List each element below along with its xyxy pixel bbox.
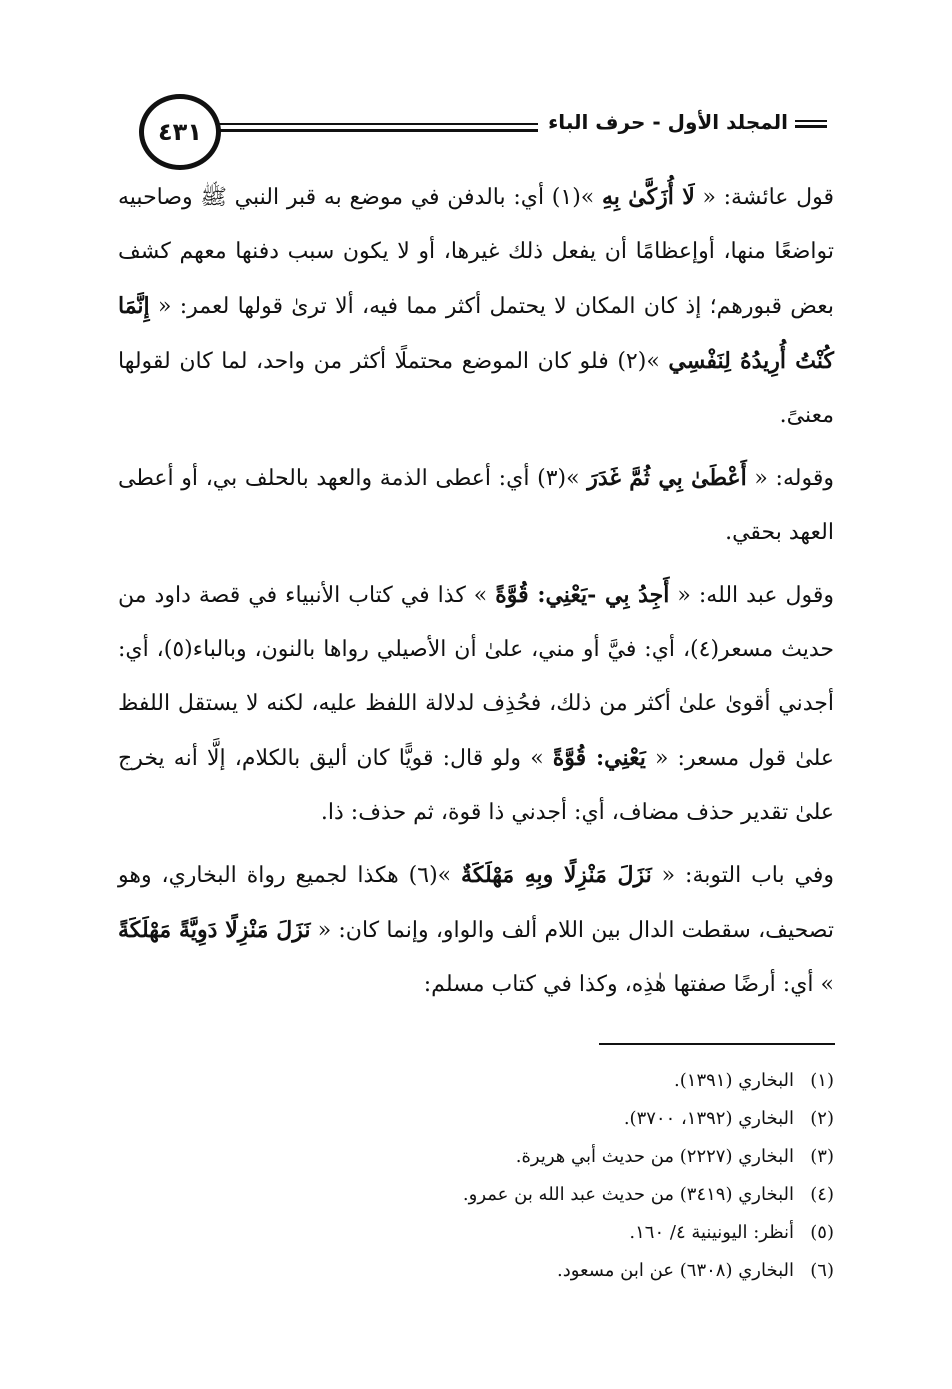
footnote-text: أنظر: اليونينية ٤/ ١٦٠. [629,1222,794,1243]
hadith-quote: إِنَّمَا كُنْتُ أُرِيدُهُ لِنَفْسِي [118,293,835,374]
paragraph [118,848,834,1012]
footnote-text: البخاري (٢٢٢٧) من حديث أبي هريرة. [515,1146,794,1167]
footnote-number: (٥) [810,1222,834,1243]
page-number: ٤٣١ [158,118,202,146]
page-header [105,96,835,160]
footnote-number: (٣) [810,1146,834,1167]
paragraph-text: وقول عبد الله: « [669,583,834,608]
hadith-quote: نَزَلَ مَنْزِلًا دَوِيَّةً مَهْلَكَةً [118,917,311,943]
footnote-text: البخاري (١٣٩٢، ٣٧٠٠). [623,1108,794,1129]
paragraph-text: »(٣) أي: أعطى الذمة والعهد بالحلف بي، أو أعطى العهد بحقي. [118,466,834,545]
paragraph [118,451,834,560]
footnote-number: (٤) [810,1184,834,1205]
footnote-text: البخاري (٣٤١٩) من حديث عبد الله بن عمرو. [462,1184,794,1205]
paragraph-text: وفي باب التوبة: « [651,863,834,888]
footnote [300,1252,834,1290]
paragraph-text: »(٢) فلو كان الموضع محتملًا أكثر من واحد، لما كان لقولها معنىً. [118,349,834,428]
hadith-quote: أَعْطَىٰ بِي ثُمَّ غَدَرَ [587,465,747,491]
footnote-number: (٢) [810,1108,834,1129]
running-title-text: المجلد الأول - حرف الباء [548,110,789,134]
footnote [300,1214,834,1252]
hadith-quote: يَعْنِي: قُوَّةً [552,745,646,771]
running-title [538,110,835,134]
hadith-quote: أَجِدُ بِي -يَعْنِي: قُوَّةً [495,582,670,608]
page-number-badge [139,94,221,170]
paragraph-text: قول عائشة: « [694,185,834,210]
paragraph-text: » كذا في كتاب الأنبياء في قصة داود من حديث مسعر(٤)، أي: فيَّ أو مني، علىٰ أن الأصيلي رواها بالنون، وبالباء(٥)، أي: أجدني أقوىٰ علىٰ أكثر من ذلك، فحُذِف لدلالة اللفظ عليه، لكنه لا يستقل اللفظ علىٰ قول مسعر: « [118,583,834,771]
hadith-quote: لَا أُزَكَّىٰ بِهِ [601,184,695,210]
footnote [300,1138,834,1176]
paragraph [118,170,834,443]
footnote [300,1062,834,1100]
footnotes [300,1062,834,1290]
paragraph-text: » ولو قال: قويًّا كان أليق بالكلام، إلَّا أنه يخرج علىٰ تقدير حذف مضاف، أي: أجدني ذا قوة، ثم حذف: ذا. [118,746,834,825]
footnote [300,1100,834,1138]
main-text [118,170,834,1020]
paragraph-text: »(١) أي: بالدفن في موضع به قبر النبي ﷺ وصاحبيه تواضعًا منها، أوإعظامًا أن يفعل ذلك غيرها، أو لا يكون سبب دفنها معهم كشف بعض قبورهم؛ إذ كان المكان لا يحتمل أكثر مما فيه، ألا ترىٰ قولها لعمر: « [118,185,834,319]
paragraph-text: وقوله: « [746,466,834,491]
paragraph-text: »(٦) هكذا لجميع رواة البخاري، وهو تصحيف، سقطت الدال بين اللام ألف والواو، وإنما كان: « [118,863,834,943]
footnote [300,1176,834,1214]
paragraph-text: » أي: أرضًا صفتها هٰذِه، وكذا في كتاب مسلم: [423,972,834,997]
hadith-quote: نَزَلَ مَنْزِلًا وبِهِ مَهْلَكَةٌ [461,862,652,888]
footnote-text: البخاري (٦٣٠٨) عن ابن مسعود. [557,1260,794,1281]
footnote-number: (٦) [810,1260,834,1281]
footnote-divider [599,1043,835,1045]
footnote-text: البخاري (١٣٩١). [674,1070,794,1091]
footnote-number: (١) [810,1070,834,1091]
paragraph [118,568,834,840]
title-ornament [795,120,827,128]
